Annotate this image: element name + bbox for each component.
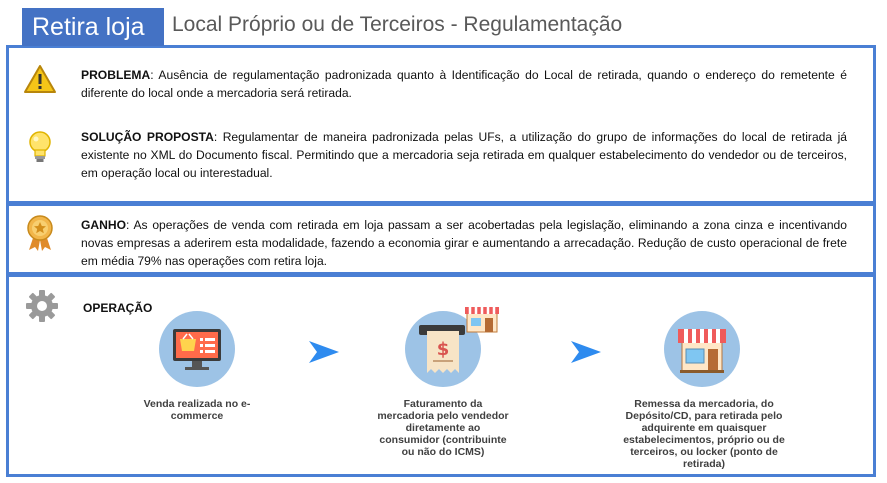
solution-text [81,128,847,182]
arrow-right-icon [569,339,603,365]
operation-label: OPERAÇÃO [83,301,153,315]
gain-description: : As operações de venda com retirada em loja passam a ser acobertadas pela legislação, eliminando a zona cinza e incentivando novas empresas a aderirem esta modalidade, fazendo a economia girar e aumentando a arrecadação. Redução de custo operacional de frete em média 79% nas operações com retira loja. [81,218,847,268]
problem-solution-panel [6,45,876,204]
step-3-circle [664,311,740,387]
gain-panel [6,203,876,275]
svg-text:$: $ [436,339,450,360]
lightbulb-icon [27,130,53,164]
solution-label: SOLUÇÃO PROPOSTA [81,130,214,144]
problem-label: PROBLEMA [81,68,151,82]
problem-text [81,66,847,102]
medal-icon [25,214,55,252]
solution-description: : Regulamentar de maneira padronizada pelas UFs, a utilização do grupo de informações do local de retirada já existente no XML do Documento fiscal. Permitindo que a mercadoria seja retirada em qualquer estabelecimento do vendedor ou de terceiros, em operação local ou interestadual. [81,130,847,180]
ecommerce-icon [159,311,235,387]
gain-text [81,216,847,270]
storefront-icon [464,303,500,333]
step-2-text: Faturamento da mercadoria pelo vendedor diretamente ao consumidor (contribuinte ou não do ICMS) [377,398,509,458]
step-1-text: Venda realizada no e-commerce [143,398,251,422]
arrow-right-icon [307,339,341,365]
problem-description: : Ausência de regulamentação padronizada quanto à Identificação do Local de retirada, quando o endereço do remetente é diferente do local onde a mercadoria será retirada. [81,68,847,100]
step-3-text: Remessa da mercadoria, do Depósito/CD, para retirada pelo adquirente em quaisquer estabelecimentos, próprio ou de terceiros, ou locker (ponto de retirada) [623,398,785,470]
operation-panel [6,274,876,477]
warning-icon [23,64,57,94]
store-icon [664,311,740,387]
gain-label: GANHO [81,218,127,232]
step-1-circle [159,311,235,387]
section-tag: Retira loja [22,8,164,46]
page-title: Local Próprio ou de Terceiros - Regulamentação [172,13,623,36]
gear-icon [25,289,59,323]
